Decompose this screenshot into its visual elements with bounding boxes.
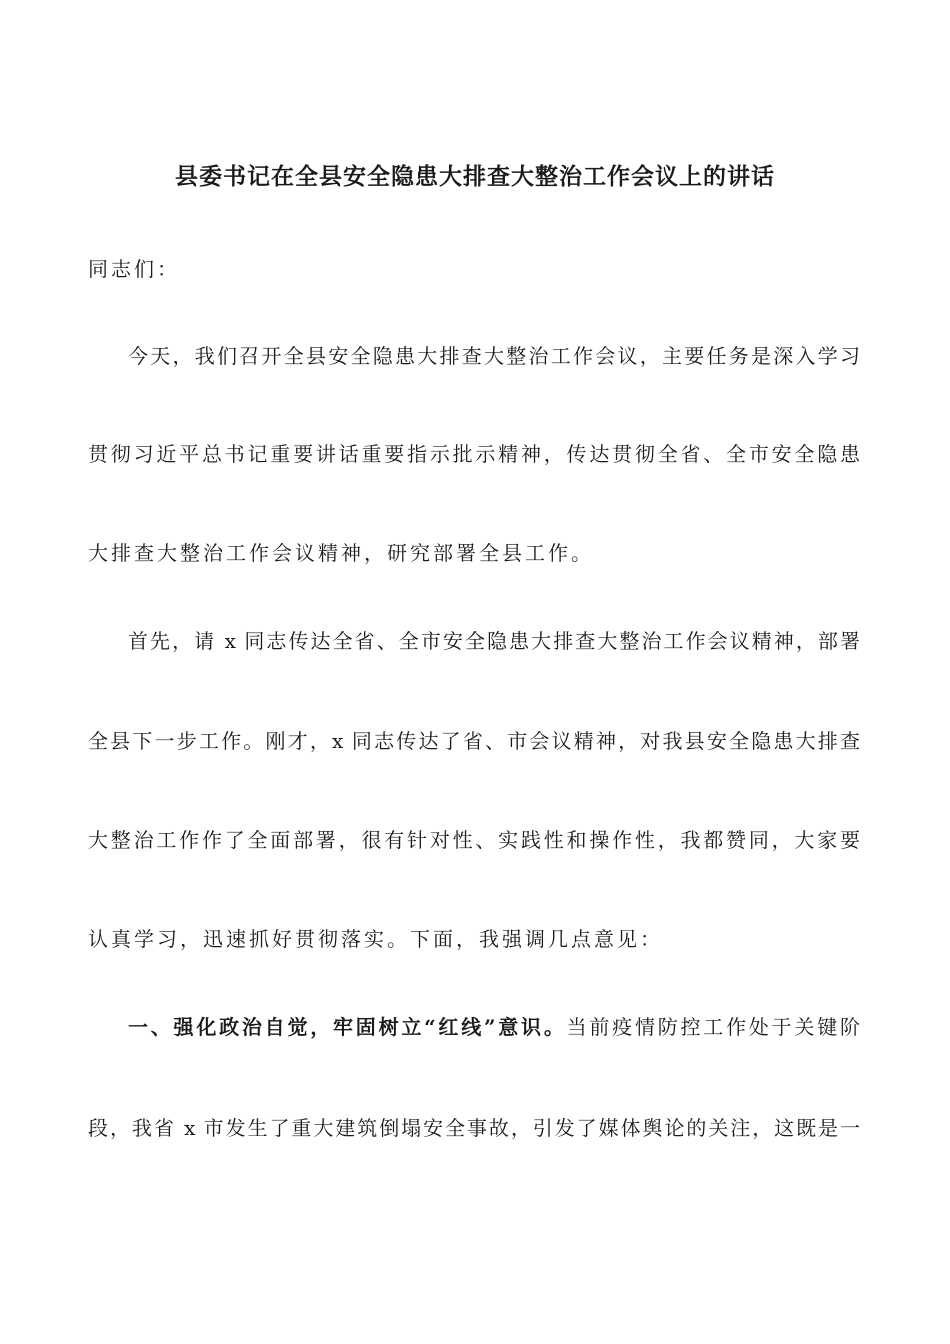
section-heading: 一、强化政治自觉，牢固树立“红线”意识。	[128, 1015, 567, 1039]
document-title: 县委书记在全县安全隐患大排查大整治工作会议上的讲话	[175, 163, 775, 190]
paragraph-line: 首先，请 x 同志传达全省、全市安全隐患大排查大整治工作会议精神，部署	[128, 629, 860, 653]
paragraph-line: 段，我省 x 市发生了重大建筑倒塌安全事故，引发了媒体舆论的关注，这既是一	[88, 1116, 860, 1140]
section-text: 当前疫情防控工作处于关键阶	[566, 1015, 860, 1039]
paragraph-line: 大排查大整治工作会议精神，研究部署全县工作。	[88, 541, 594, 565]
paragraph-line: 认真学习，迅速抓好贯彻落实。下面，我强调几点意见：	[88, 927, 663, 951]
paragraph-line: 贯彻习近平总书记重要讲话重要指示批示精神，传达贯彻全省、全市安全隐患	[88, 442, 860, 466]
paragraph-line: 今天，我们召开全县安全隐患大排查大整治工作会议，主要任务是深入学习	[128, 344, 860, 368]
section-paragraph-line	[88, 1013, 860, 1041]
salutation: 同志们：	[88, 257, 180, 281]
paragraph-line: 全县下一步工作。刚才，x 同志传达了省、市会议精神，对我县安全隐患大排查	[88, 729, 860, 753]
paragraph-line: 大整治工作作了全面部署，很有针对性、实践性和操作性，我都赞同，大家要	[88, 828, 860, 852]
